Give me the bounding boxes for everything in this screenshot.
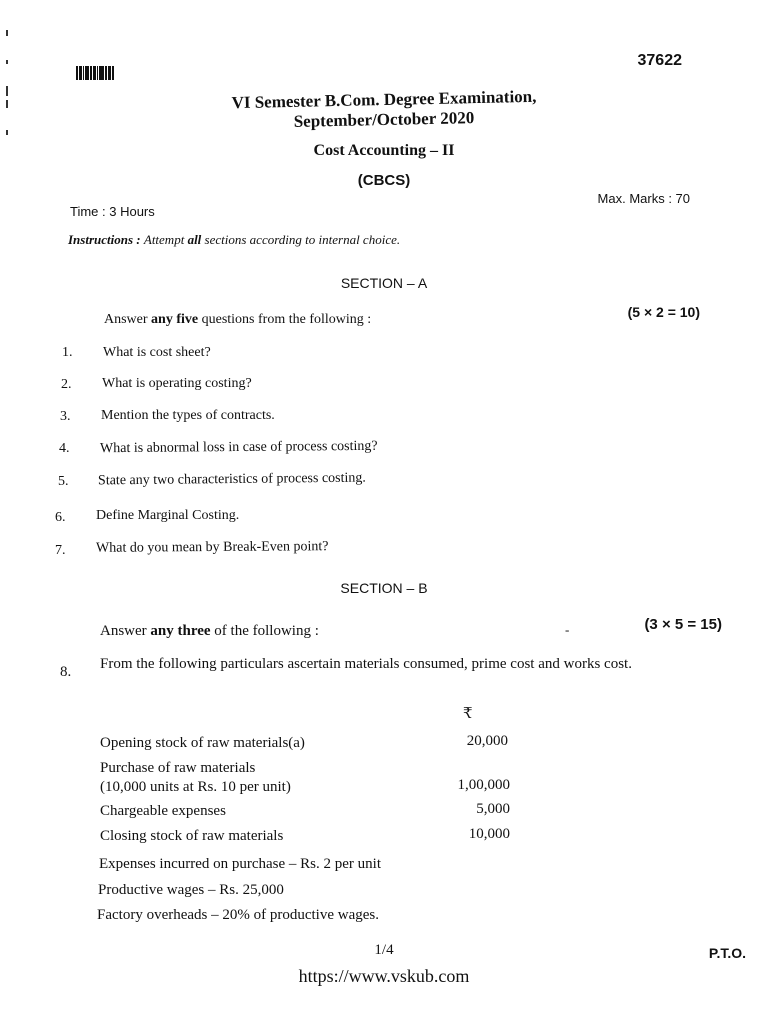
question-number: 6. — [55, 510, 66, 525]
question-number: 7. — [55, 543, 66, 558]
table-row-label: Closing stock of raw materials — [100, 828, 284, 844]
exam-session: September/October 2020 — [293, 108, 475, 131]
table-row-label-continued: (10,000 units at Rs. 10 per unit) — [100, 779, 291, 795]
question-text: What is cost sheet? — [103, 345, 211, 360]
instruction-pre: Answer — [104, 312, 148, 327]
source-url: https://www.vskub.com — [298, 966, 470, 986]
instruction-pre: Answer — [100, 623, 147, 639]
instruction-bold: any five — [151, 312, 199, 327]
section-a-instruction — [104, 312, 371, 328]
section-a-heading: SECTION – A — [340, 275, 428, 291]
table-row-value: 10,000 — [468, 826, 510, 842]
subject-title: Cost Accounting – II — [313, 142, 455, 159]
table-row-label: Opening stock of raw materials(a) — [100, 735, 305, 751]
section-b-instruction — [100, 623, 319, 640]
question-number: 8. — [60, 664, 72, 680]
max-marks: Max. Marks : 70 — [597, 191, 690, 206]
question-number: 3. — [60, 409, 71, 424]
question-text: What is abnormal loss in case of process costing? — [99, 438, 378, 457]
question-number: 1. — [62, 345, 73, 360]
section-b-marks: (3 × 5 = 15) — [644, 616, 722, 633]
instructions-text-bold: all — [187, 232, 202, 247]
question-number: 2. — [61, 377, 72, 392]
question-text: Mention the types of contracts. — [101, 408, 275, 423]
rupee-symbol: ₹ — [463, 706, 473, 722]
instruction-bold: any three — [150, 623, 211, 639]
table-row-value: 1,00,000 — [457, 777, 510, 793]
question-number: 4. — [59, 441, 70, 456]
scheme-label: (CBCS) — [357, 172, 411, 189]
instruction-post: of the following : — [214, 623, 319, 639]
question-text: Define Marginal Costing. — [96, 508, 240, 523]
time-allowed: Time : 3 Hours — [70, 204, 155, 219]
note-line: Productive wages – Rs. 25,000 — [98, 882, 284, 898]
note-line: Factory overheads – 20% of productive wages. — [97, 907, 379, 923]
table-row-label: Purchase of raw materials — [100, 760, 256, 776]
paper-code: 37622 — [637, 52, 682, 69]
instructions — [68, 232, 400, 248]
section-b-heading: SECTION – B — [340, 580, 428, 596]
note-line: Expenses incurred on purchase – Rs. 2 per unit — [99, 856, 382, 872]
instructions-label: Instructions : — [68, 232, 141, 247]
exam-title: VI Semester B.Com. Degree Examination, — [231, 86, 537, 113]
question-text: State any two characteristics of process costing. — [97, 470, 366, 489]
table-row-value: 20,000 — [466, 733, 508, 749]
instruction-post: questions from the following : — [201, 312, 372, 327]
page-number: 1/4 — [374, 942, 394, 958]
barcode-mark — [76, 66, 120, 80]
table-row-value: 5,000 — [476, 801, 510, 817]
table-row-label: Chargeable expenses — [100, 803, 226, 819]
instructions-text-post: sections according to internal choice. — [204, 232, 401, 247]
section-a-marks: (5 × 2 = 10) — [627, 304, 700, 320]
instructions-text-pre: Attempt — [143, 232, 185, 247]
question-text: What is operating costing? — [102, 376, 252, 391]
question-text: From the following particulars ascertain materials consumed, prime cost and works cost. — [100, 656, 632, 672]
question-number: 5. — [58, 474, 69, 489]
stray-dash: - — [565, 622, 570, 637]
pto-label: P.T.O. — [708, 945, 746, 961]
question-text: What do you mean by Break-Even point? — [95, 539, 329, 556]
